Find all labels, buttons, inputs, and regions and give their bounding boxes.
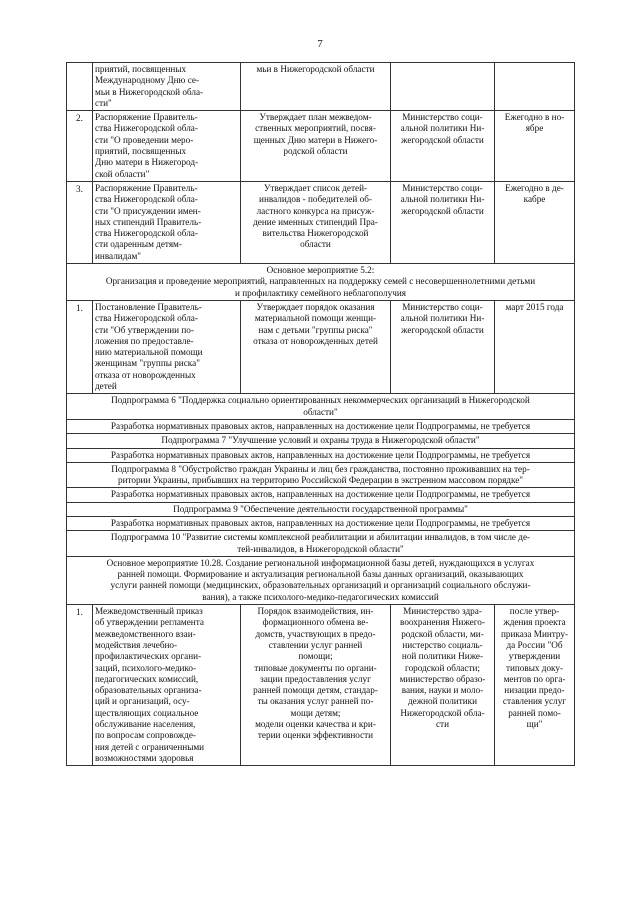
content-cell: Утверждает план межведом- ственных мероприятий, посвя- щенных Дню матери в Нижего- родской области bbox=[241, 111, 391, 182]
table-row bbox=[67, 63, 575, 111]
section-row bbox=[67, 394, 575, 420]
regulations-table bbox=[66, 62, 575, 766]
table-row bbox=[67, 181, 575, 263]
deadline-cell: после утвер- ждения проекта приказа Минтру- да России "Об утверждении типовых доку- ментов по орга- низации предо- ставления услуг ранней помо- щи" bbox=[495, 605, 575, 766]
section-row bbox=[67, 531, 575, 557]
table-row bbox=[67, 605, 575, 766]
document-cell: Постановление Правитель- ства Нижегородской обла- сти "Об утверждении по- ложения по предоставле- нию материальной помощи женщинам "группы риска" отказа от новорожденных детей bbox=[93, 300, 241, 393]
deadline-cell: Ежегодно в но- ябре bbox=[495, 111, 575, 182]
row-number: 3. bbox=[67, 181, 93, 263]
section-row bbox=[67, 419, 575, 433]
table-row bbox=[67, 111, 575, 182]
document-cell: Межведомственный приказ об утверждении регламента межведомственного взаи- модействия лечебно- профилактических органи- заций, психолого-медико- педагогических комиссий, образовательных организа- ций и организаций, осу- ществляющих социальное обслуживание населения, по вопросам сопровожде- ния детей с ограниченными возможностями здоровья bbox=[93, 605, 241, 766]
section-row bbox=[67, 448, 575, 462]
section-heading: Подпрограмма 6 "Поддержка социально ориентированных некоммерческих организаций в Нижегородской области" bbox=[67, 394, 575, 420]
row-number: 1. bbox=[67, 300, 93, 393]
section-heading: Разработка нормативных правовых актов, направленных на достижение цели Подпрограммы, не требуется bbox=[67, 488, 575, 502]
section-heading: Подпрограмма 10 "Развитие системы комплексной реабилитации и абилитации инвалидов, в том числе де- тей-инвалидов, в Нижегородской области" bbox=[67, 531, 575, 557]
section-heading: Основное мероприятие 10.28. Создание региональной информационной базы детей, нуждающихся в услугах ранней помощи. Формирование и актуализация региональной базы данных организаций, оказывающих услуги ранней помощи (медицинских, образовательных организаций и организаций социального обслужи- вания), а также психолого-медико-педагогических комиссий bbox=[67, 556, 575, 604]
page-number: 7 bbox=[317, 38, 323, 50]
deadline-cell bbox=[495, 63, 575, 111]
responsible-cell: Министерство здра- воохранения Нижего- родской области, ми- нистерство социаль- ной политики Ниже- городской области; министерство образо- вания, науки и моло- дежной политики Нижегородской обла- сти bbox=[391, 605, 495, 766]
deadline-cell: Ежегодно в де- кабре bbox=[495, 181, 575, 263]
document-cell: Распоряжение Правитель- ства Нижегородской обла- сти "О присуждении имен- ных стипендий Правитель- ства Нижегородской обла- сти одаренным детям- инвалидам" bbox=[93, 181, 241, 263]
content-cell: мьи в Нижегородской области bbox=[241, 63, 391, 111]
responsible-cell bbox=[391, 63, 495, 111]
section-row bbox=[67, 434, 575, 448]
section-heading: Подпрограмма 7 "Улучшение условий и охраны труда в Нижегородской области" bbox=[67, 434, 575, 448]
document-cell: Распоряжение Правитель- ства Нижегородской обла- сти "О проведении меро- приятий, посвященных Дню матери в Нижегород- ской области" bbox=[93, 111, 241, 182]
section-heading: Разработка нормативных правовых актов, направленных на достижение цели Подпрограммы, не требуется bbox=[67, 516, 575, 530]
section-heading: Подпрограмма 8 "Обустройство граждан Украины и лиц без гражданства, постоянно проживавших на тер- ритории Украины, прибывших на территорию Российской Федерации в экстренном массовом порядке" bbox=[67, 462, 575, 488]
section-row bbox=[67, 502, 575, 516]
section-row bbox=[67, 488, 575, 502]
deadline-cell: март 2015 года bbox=[495, 300, 575, 393]
row-number bbox=[67, 63, 93, 111]
section-row bbox=[67, 516, 575, 530]
row-number: 2. bbox=[67, 111, 93, 182]
section-heading: Разработка нормативных правовых актов, направленных на достижение цели Подпрограммы, не требуется bbox=[67, 448, 575, 462]
section-row bbox=[67, 556, 575, 604]
responsible-cell: Министерство соци- альной политики Ни- жегородской области bbox=[391, 111, 495, 182]
document-cell: приятий, посвященных Международному Дню се- мьи в Нижегородской обла- сти" bbox=[93, 63, 241, 111]
content-cell: Утверждает порядок оказания материальной помощи женщи- нам с детьми "группы риска" отказа от новорожденных детей bbox=[241, 300, 391, 393]
responsible-cell: Министерство соци- альной политики Ни- жегородской области bbox=[391, 300, 495, 393]
content-cell: Порядок взаимодействия, ин- формационного обмена ве- домств, участвующих в предо- ставлении услуг ранней помощи; типовые документы по органи- зации предоставления услуг ранней помощи детям, стандар- ты оказания услуг ранней по- мощи детям; модели оценки качества и кри- терии оценки эффективности bbox=[241, 605, 391, 766]
responsible-cell: Министерство соци- альной политики Ни- жегородской области bbox=[391, 181, 495, 263]
section-heading: Разработка нормативных правовых актов, направленных на достижение цели Подпрограммы, не требуется bbox=[67, 419, 575, 433]
table-row bbox=[67, 300, 575, 393]
row-number: 1. bbox=[67, 605, 93, 766]
section-row bbox=[67, 462, 575, 488]
section-heading: Основное мероприятие 5.2: Организация и проведение мероприятий, направленных на поддержку семей с несовершеннолетними детьми и профилактику семейного неблагополучия bbox=[67, 264, 575, 301]
content-cell: Утверждает список детей- инвалидов - победителей об- ластного конкурса на присуж- дение именных стипендий Пра- вительства Нижегородской области bbox=[241, 181, 391, 263]
section-heading: Подпрограмма 9 "Обеспечение деятельности государственной программы" bbox=[67, 502, 575, 516]
section-row bbox=[67, 264, 575, 301]
